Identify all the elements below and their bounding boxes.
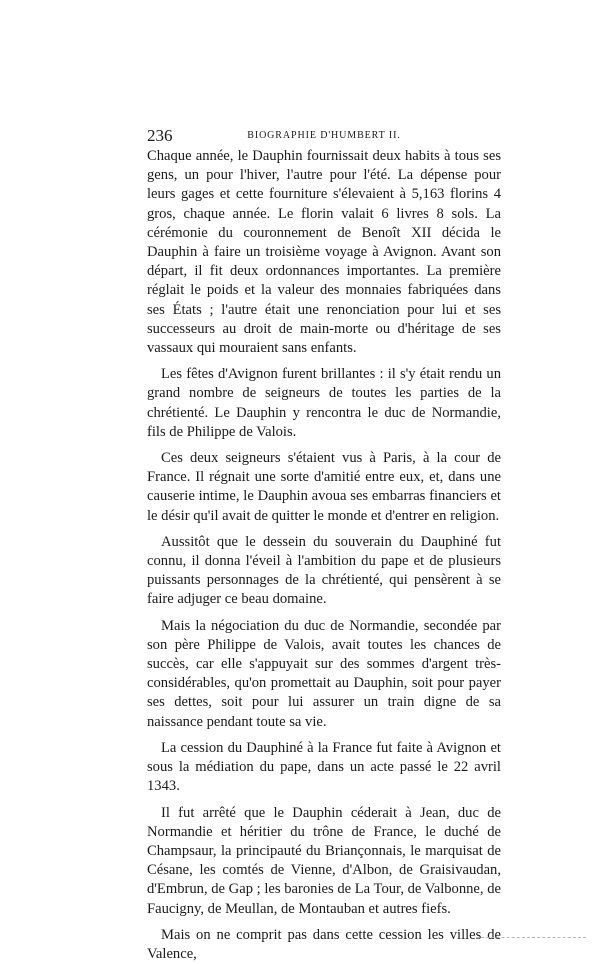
paragraph: Aussitôt que le dessein du souverain du Dauphiné fut connu, il donna l'éveil à l'ambition du pape et de plusieurs puissants personnages de la chrétienté, qui pensèrent à se faire adjuger ce beau domaine. (147, 533, 501, 608)
book-page (147, 127, 501, 964)
paragraph: Mais la négociation du duc de Normandie, secondée par son père Philippe de Valois, avait toutes les chances de succès, car elle s'appuyait sur des sommes d'argent très-considérables, qu'on promettait au Dauphin, soit pour payer ses dettes, soit pour lui assurer un train digne de sa naissance pendant toute sa vie. (147, 617, 501, 730)
running-title: BIOGRAPHIE D'HUMBERT II. (247, 130, 401, 141)
paragraph: Ces deux seigneurs s'étaient vus à Paris, à la cour de France. Il régnait une sorte d'amitié entre eux, et, dans une causerie intime, le Dauphin avoua ses embarras financiers et le désir qu'il avait de quitter le monde et d'entrer en religion. (147, 450, 501, 524)
paragraph: Mais on ne comprit pas dans cette cession les villes de Valence, (147, 926, 501, 962)
paragraph: Chaque année, le Dauphin fournissait deux habits à tous ses gens, un pour l'hiver, l'autre pour l'été. La dépense pour leurs gages et cette fourniture s'élevaient à 5,163 florins 4 gros, chaque année. Le florin valait 6 livres 8 sols. La cérémonie du couronnement de Benoît XII décida le Dauphin à faire un troisième voyage à Avignon. Avant son départ, il fit deux ordonnances importantes. La première réglait le poids et la valeur des monnaies fabriquées dans ses États ; l'autre était une renonciation pour lui et ses successeurs au droit de main-morte ou d'héritage de ses vassaux qui mouraient sans enfants. (147, 148, 501, 357)
page-number: 236 (147, 126, 173, 145)
body-text (147, 147, 501, 964)
paragraph: La cession du Dauphiné à la France fut faite à Avignon et sous la médiation du pape, dans un acte passé le 22 avril 1343. (147, 739, 501, 795)
page-header (147, 127, 501, 147)
paragraph: Les fêtes d'Avignon furent brillantes : il s'y était rendu un grand nombre de seigneurs de toutes les parties de la chrétienté. Le Dauphin y rencontra le duc de Normandie, fils de Philippe de Valois. (147, 366, 501, 440)
paragraph: Il fut arrêté que le Dauphin céderait à Jean, duc de Normandie et héritier du trône de France, le duché de Champsaur, la principauté du Briançonnais, le marquisat de Césane, les comtés de Vienne, d'Albon, de Graisivaudan, d'Embrun, de Gap ; les baronies de La Tour, de Valbonne, de Faucigny, de Meullan, de Montauban et autres fiefs. (147, 804, 501, 917)
scan-footer-marks (476, 935, 586, 938)
